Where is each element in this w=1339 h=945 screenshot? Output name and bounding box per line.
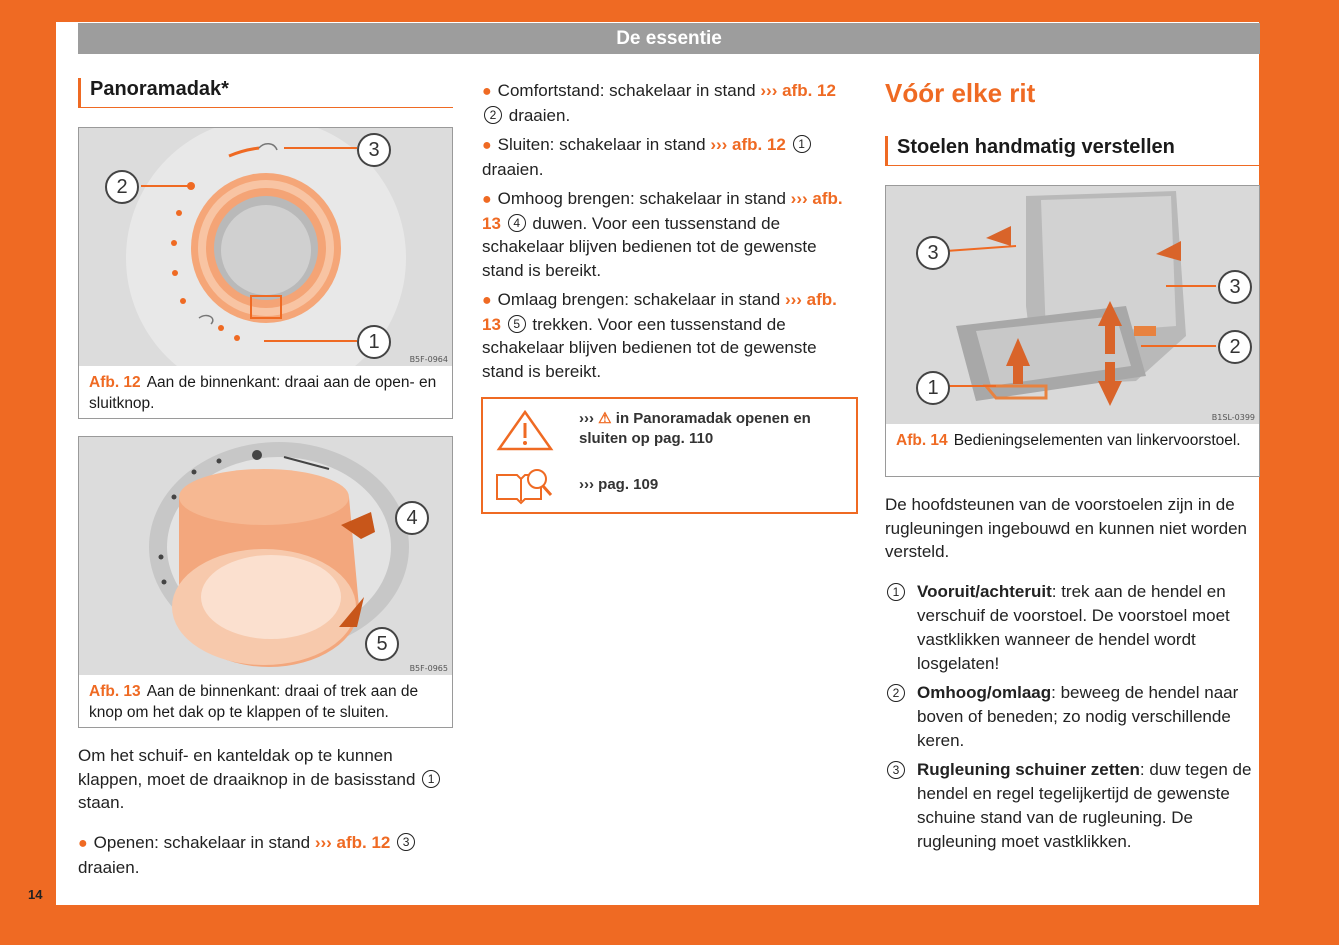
position-number: 2: [887, 684, 905, 702]
bullet-openen: [78, 831, 456, 879]
page-reference-link[interactable]: ››› pag. 109: [579, 476, 659, 493]
text: : beweeg de hendel naar boven of beneden; zo nodig verschillende keren.: [917, 683, 1239, 750]
warning-link-line2: sluiten op pag. 110: [579, 430, 714, 447]
figure-reference-link[interactable]: ››› afb. 13: [482, 189, 843, 233]
figure-reference-link[interactable]: ››› afb. 12: [710, 135, 786, 154]
page-number: 14: [28, 887, 43, 902]
book-search-icon: [493, 465, 555, 505]
caption-text: Aan de binnenkant: draai of trek aan de knop om het dak op te klappen of te sluiten.: [89, 683, 419, 721]
figure-14-caption: [896, 430, 1251, 451]
warning-box: [481, 397, 858, 514]
figure-label: Afb. 14: [896, 432, 948, 449]
list-item-vooruit: [885, 580, 1260, 676]
list-item-omhoog: [885, 681, 1260, 753]
callout-3-backrest-left: 3: [916, 236, 950, 270]
position-number: 1: [887, 583, 905, 601]
text: trekken. Voor een tussenstand de schakelaar blijven bedienen tot de gewenste stand is bereikt.: [482, 314, 817, 381]
text: Omhoog brengen: schakelaar in stand: [497, 189, 786, 208]
list-item-text: [917, 758, 1267, 854]
caption-text: Bedieningselementen van linkervoorstoel.: [953, 432, 1241, 449]
position-number: 1: [422, 770, 440, 788]
position-number: 2: [484, 106, 502, 124]
warning-link[interactable]: [579, 409, 811, 429]
text: Om het schuif- en kanteldak op te kunnen klappen, moet de draaiknop in de basisstand: [78, 746, 416, 789]
figure-reference-link[interactable]: ››› afb. 13: [482, 290, 837, 334]
position-number: 5: [508, 315, 526, 333]
text: Sluiten: schakelaar in stand: [497, 135, 706, 154]
figure-14-image: [886, 186, 1259, 424]
section-title-panoramadak: Panoramadak*: [78, 78, 453, 108]
bullet-omlaag: [482, 288, 858, 383]
text: duwen. Voor een tussenstand de schakelaar blijven bedienen tot de gewenste stand is bereikt.: [482, 213, 817, 280]
bullet-omhoog: [482, 187, 858, 282]
bullet-icon: ●: [482, 292, 492, 309]
section-title-stoelen: Stoelen handmatig verstellen: [885, 136, 1260, 166]
callout-1: 1: [357, 325, 391, 359]
position-number: 4: [508, 214, 526, 232]
warning-triangle-icon: [495, 409, 555, 453]
rotary-knob-illustration: [79, 128, 452, 366]
figure-code: B5F-0965: [409, 664, 448, 673]
position-number: 3: [397, 833, 415, 851]
figure-label: Afb. 12: [89, 374, 141, 391]
list-item-rugleuning: [885, 758, 1260, 854]
callout-2: 2: [105, 170, 139, 204]
figure-code: B5F-0964: [409, 355, 448, 364]
figure-12-caption: [89, 372, 444, 414]
bullet-sluiten: [482, 133, 858, 181]
callout-3: 3: [357, 133, 391, 167]
list-item-text: [917, 681, 1267, 753]
warning-inline-icon: ⚠: [598, 410, 612, 427]
text: draaien.: [508, 105, 571, 125]
list-item-text: [917, 580, 1267, 676]
figure-13-caption: [89, 681, 444, 723]
list-item-heading: Omhoog/omlaag: [917, 683, 1052, 702]
figure-reference-link[interactable]: ››› afb. 12: [760, 81, 836, 100]
position-number: 1: [793, 135, 811, 153]
callout-2-height: 2: [1218, 330, 1252, 364]
text: Openen: schakelaar in stand: [93, 833, 311, 852]
callout-1-forward: 1: [916, 371, 950, 405]
text: Comfortstand: schakelaar in stand: [497, 81, 756, 100]
list-item-heading: Rugleuning schuiner zetten: [917, 760, 1140, 779]
figure-14: [885, 185, 1260, 477]
bullet-comfort: [482, 79, 858, 127]
figure-label: Afb. 13: [89, 683, 141, 700]
figure-12-image: [79, 128, 452, 366]
paragraph-hoofdsteunen: De hoofdsteunen van de voorstoelen zijn in de rugleuningen ingebouwd en kunnen niet worden versteld.: [885, 495, 1248, 561]
text: ›››: [579, 410, 594, 427]
callout-5: 5: [365, 627, 399, 661]
text: : trek aan de hendel en verschuif de voorstoel. De voorstoel moet vastklikken wanneer de hendel wordt losgelaten!: [917, 582, 1230, 673]
figure-reference-link[interactable]: ››› afb. 12: [314, 833, 391, 852]
text: in Panoramadak openen en: [615, 410, 811, 427]
chapter-header: De essentie: [78, 23, 1260, 54]
paragraph-basisstand: [78, 744, 456, 815]
position-number: 3: [887, 761, 905, 779]
caption-text: Aan de binnenkant: draai aan de open- en sluitknop.: [89, 374, 437, 412]
list-item-heading: Vooruit/achteruit: [917, 582, 1052, 601]
text: draaien.: [482, 159, 544, 179]
text: staan.: [78, 793, 125, 812]
bullet-icon: ●: [482, 137, 492, 154]
figure-13-image: [79, 437, 452, 675]
bullet-icon: ●: [78, 835, 88, 852]
callout-3-backrest-right: 3: [1218, 270, 1252, 304]
figure-code: B1SL-0399: [1211, 413, 1255, 422]
text: : duw tegen de hendel en regel tegelijkertijd de gewenste schuine stand van de rugleuning. De rugleuning moet vastklikken.: [917, 760, 1252, 851]
figure-12: [78, 127, 453, 419]
bullet-icon: ●: [482, 191, 492, 208]
callout-4: 4: [395, 501, 429, 535]
text: draaien.: [78, 857, 140, 877]
figure-13: [78, 436, 453, 728]
bullet-icon: ●: [482, 83, 492, 100]
text: Omlaag brengen: schakelaar in stand: [497, 290, 781, 309]
page-title-voor-elke-rit: Vóór elke rit: [885, 78, 1036, 108]
